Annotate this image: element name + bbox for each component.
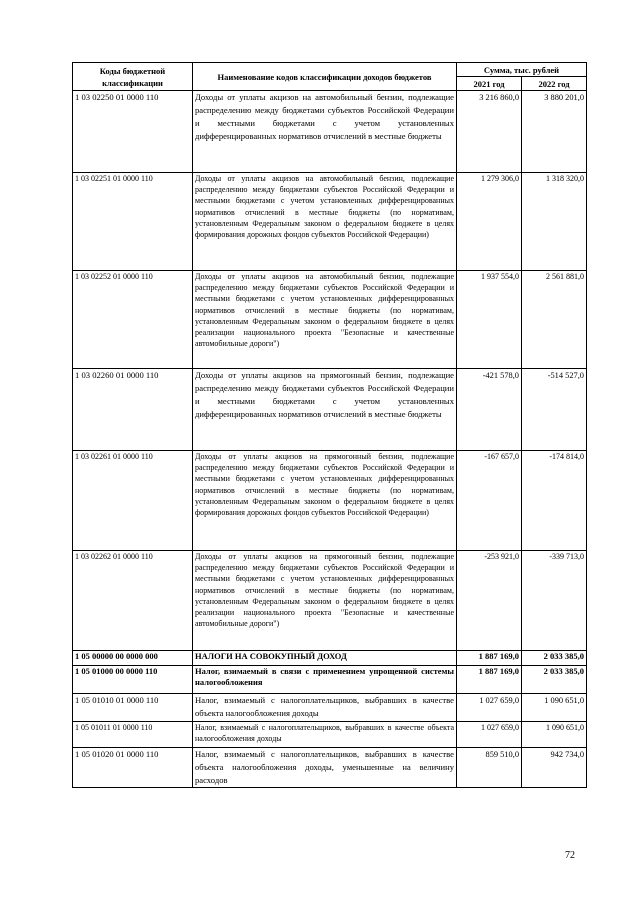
budget-revenue-table (72, 62, 587, 788)
header-year-2021: 2021 год (457, 77, 522, 91)
row-value-2022: 1 090 651,0 (522, 722, 587, 748)
table-row (73, 369, 587, 451)
row-value-2021: -421 578,0 (457, 369, 522, 451)
row-value-2021: -253 921,0 (457, 551, 522, 651)
row-name: Доходы от уплаты акцизов на прямогонный бензин, подлежащие распределению между бюджетами субъектов Российской Федерации и местными бюджетами с учетом установленных дифференцированных нормативов отчислений в местные бюджеты (193, 369, 457, 451)
table-row (73, 651, 587, 666)
row-name: Налог, взимаемый в связи с применением упрощенной системы налогообложения (193, 666, 457, 694)
row-value-2021: 859 510,0 (457, 748, 522, 788)
header-code: Коды бюджетной классификации (73, 63, 193, 91)
row-name: Доходы от уплаты акцизов на автомобильный бензин, подлежащие распределению между бюджетами субъектов Российской Федерации и местными бюджетами с учетом установленных дифференцированных нормативов отчислений в местные бюджеты (193, 91, 457, 173)
row-value-2022: 1 090 651,0 (522, 694, 587, 722)
row-value-2022: 2 561 881,0 (522, 271, 587, 369)
table-row (73, 722, 587, 748)
row-code: 1 05 01011 01 0000 110 (73, 722, 193, 748)
row-value-2021: 1 027 659,0 (457, 694, 522, 722)
row-value-2021: -167 657,0 (457, 451, 522, 551)
row-name: НАЛОГИ НА СОВОКУПНЫЙ ДОХОД (193, 651, 457, 666)
row-code: 1 05 01000 00 0000 110 (73, 666, 193, 694)
row-name: Доходы от уплаты акцизов на автомобильный бензин, подлежащие распределению между бюджетами субъектов Российской Федерации и местными бюджетами с учетом установленных дифференцированных нормативов отчислений в местные бюджеты (по нормативам, установленным Федеральным законом о федеральном бюджете в целях реализации национального проекта "Безопасные и качественные автомобильные дороги") (193, 271, 457, 369)
table-row (73, 748, 587, 788)
row-value-2021: 1 937 554,0 (457, 271, 522, 369)
row-name: Налог, взимаемый с налогоплательщиков, выбравших в качестве объекта налогообложения доходы, уменьшенные на величину расходов (193, 748, 457, 788)
row-value-2021: 1 887 169,0 (457, 651, 522, 666)
table-row (73, 91, 587, 173)
row-code: 1 03 02250 01 0000 110 (73, 91, 193, 173)
row-value-2022: 2 033 385,0 (522, 651, 587, 666)
row-code: 1 05 00000 00 0000 000 (73, 651, 193, 666)
header-year-2022: 2022 год (522, 77, 587, 91)
table-row (73, 271, 587, 369)
table-row (73, 666, 587, 694)
row-code: 1 03 02262 01 0000 110 (73, 551, 193, 651)
header-name: Наименование кодов классификации доходов бюджетов (193, 63, 457, 91)
row-value-2022: -339 713,0 (522, 551, 587, 651)
row-name: Доходы от уплаты акцизов на прямогонный бензин, подлежащие распределению между бюджетами субъектов Российской Федерации и местными бюджетами с учетом установленных дифференцированных нормативов отчислений в местные бюджеты (по нормативам, установленным Федеральным законом о федеральном бюджете в целях реализации национального проекта "Безопасные и качественные автомобильные дороги") (193, 551, 457, 651)
row-code: 1 03 02251 01 0000 110 (73, 173, 193, 271)
row-value-2021: 1 279 306,0 (457, 173, 522, 271)
row-code: 1 03 02261 01 0000 110 (73, 451, 193, 551)
row-value-2021: 1 887 169,0 (457, 666, 522, 694)
header-sum: Сумма, тыс. рублей (457, 63, 587, 77)
table-row (73, 451, 587, 551)
row-value-2022: 1 318 320,0 (522, 173, 587, 271)
table-row (73, 694, 587, 722)
row-value-2022: -514 527,0 (522, 369, 587, 451)
row-name: Доходы от уплаты акцизов на автомобильный бензин, подлежащие распределению между бюджетами субъектов Российской Федерации и местными бюджетами с учетом установленных дифференцированных нормативов отчислений в местные бюджеты (по нормативам, установленным Федеральным законом о федеральном бюджете в целях формирования дорожных фондов субъектов Российской Федерации) (193, 173, 457, 271)
page-number: 72 (565, 850, 575, 861)
row-value-2022: 942 734,0 (522, 748, 587, 788)
row-value-2022: 2 033 385,0 (522, 666, 587, 694)
row-code: 1 03 02260 01 0000 110 (73, 369, 193, 451)
row-code: 1 05 01020 01 0000 110 (73, 748, 193, 788)
row-name: Налог, взимаемый с налогоплательщиков, выбравших в качестве объекта налогообложения доходы (193, 722, 457, 748)
table-row (73, 173, 587, 271)
row-value-2022: -174 814,0 (522, 451, 587, 551)
row-code: 1 05 01010 01 0000 110 (73, 694, 193, 722)
row-name: Доходы от уплаты акцизов на прямогонный бензин, подлежащие распределению между бюджетами субъектов Российской Федерации и местными бюджетами с учетом установленных дифференцированных нормативов отчислений в местные бюджеты (по нормативам, установленным Федеральным законом о федеральном бюджете в целях формирования дорожных фондов субъектов Российской Федерации) (193, 451, 457, 551)
row-value-2021: 1 027 659,0 (457, 722, 522, 748)
row-value-2022: 3 880 201,0 (522, 91, 587, 173)
row-code: 1 03 02252 01 0000 110 (73, 271, 193, 369)
row-name: Налог, взимаемый с налогоплательщиков, выбравших в качестве объекта налогообложения доходы (193, 694, 457, 722)
row-value-2021: 3 216 860,0 (457, 91, 522, 173)
table-row (73, 551, 587, 651)
